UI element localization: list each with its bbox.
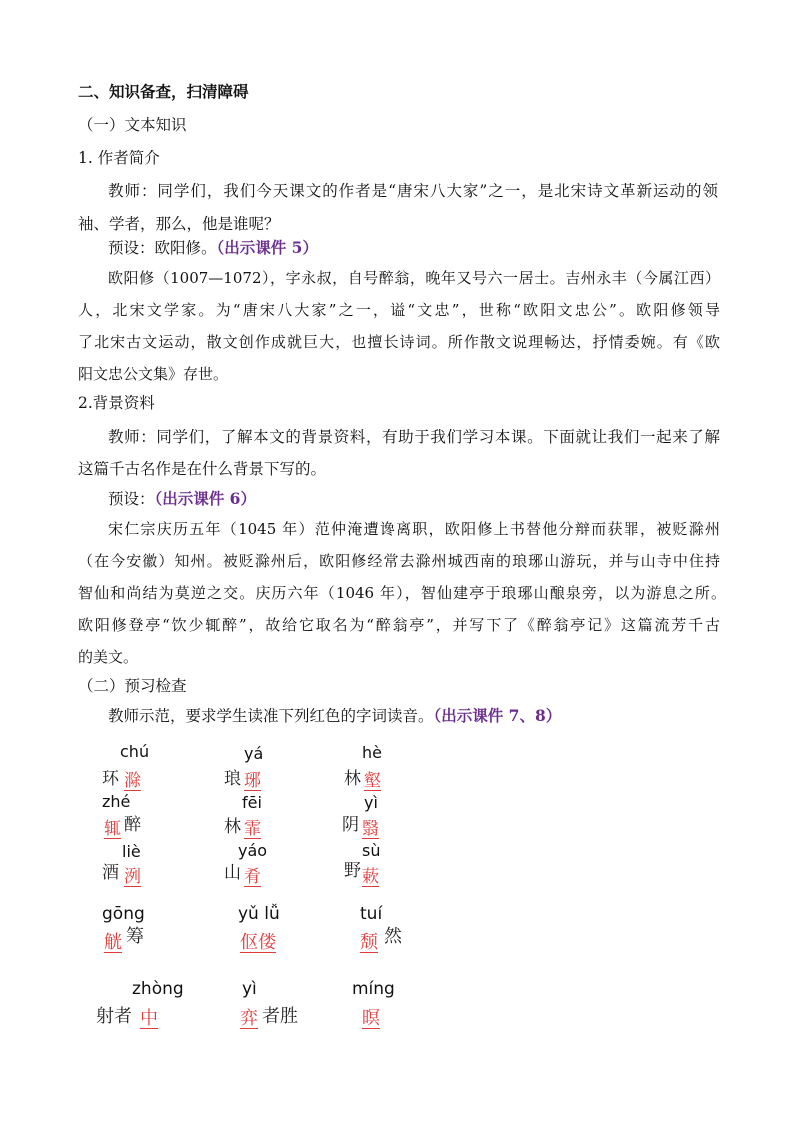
background-line-2: （在今安徽）知州。被贬滁州后，欧阳修经常去滁州城西南的琅琊山游玩，并与山寺中住持 bbox=[78, 552, 720, 570]
teacher-paragraph-2-line1: 教师：同学们，了解本文的背景资料，有助于我们学习本课。下面就让我们一起来了解 bbox=[108, 428, 720, 446]
pinyin-tui: tuí bbox=[360, 904, 383, 924]
word-pre-shezhe: 射者 bbox=[96, 1006, 132, 1027]
background-line-1: 宋仁宗庆历五年（1045 年）范仲淹遭谗离职，欧阳修上书替他分辩而获罪，被贬滁州 bbox=[108, 520, 720, 538]
red-char-lie: 洌 bbox=[124, 867, 141, 887]
red-char-yulv: 伛偻 bbox=[240, 932, 276, 953]
word-pre-ye: 野 bbox=[344, 861, 361, 881]
pinyin-yulv: yǔ lǚ bbox=[238, 904, 280, 924]
red-char-yi-2: 弈 bbox=[240, 1008, 258, 1029]
item-background: 2.背景资料 bbox=[78, 394, 155, 412]
preset-1-label: 预设：欧阳修。 bbox=[108, 239, 217, 257]
red-char-tui: 颓 bbox=[360, 932, 378, 953]
pinyin-zhong: zhòng bbox=[132, 979, 184, 999]
bio-line-1: 欧阳修（1007—1072），字永叔，自号醉翁，晚年又号六一居士。吉州永丰（今属江西） bbox=[108, 269, 720, 287]
red-char-fei: 霏 bbox=[244, 819, 261, 839]
pinyin-zhe: zhé bbox=[102, 792, 131, 811]
word-pre-shan: 山 bbox=[224, 863, 241, 883]
word-pre-jiu: 酒 bbox=[102, 863, 119, 883]
red-char-he: 壑 bbox=[364, 771, 381, 791]
preset-answer-1 bbox=[108, 238, 318, 258]
red-char-ya: 琊 bbox=[244, 771, 261, 791]
teacher-paragraph-3-text: 教师示范，要求学生读准下列红色的字词读音。 bbox=[108, 707, 434, 725]
teacher-paragraph-3 bbox=[108, 706, 561, 726]
word-post-chou: 筹 bbox=[126, 926, 144, 947]
teacher-paragraph-1-line2: 袖、学者，那么，他是谁呢？ bbox=[78, 215, 280, 233]
preset-1-citation: （出示课件 5） bbox=[216, 238, 318, 257]
word-pre-lin-2: 林 bbox=[224, 817, 241, 837]
subsection-text-knowledge: （一）文本知识 bbox=[78, 116, 187, 134]
red-char-ming: 暝 bbox=[362, 1008, 380, 1029]
red-char-su: 蔌 bbox=[362, 867, 379, 887]
word-pre-huan: 环 bbox=[102, 769, 119, 789]
pinyin-su: sù bbox=[362, 841, 381, 860]
word-post-zhesheng: 者胜 bbox=[262, 1006, 298, 1027]
preset-answer-2 bbox=[108, 489, 256, 509]
teacher-paragraph-2-line2: 这篇千古名作是在什么背景下写的。 bbox=[78, 460, 327, 478]
red-char-gong: 觥 bbox=[104, 932, 122, 953]
red-char-yao: 肴 bbox=[244, 867, 261, 887]
item-author-intro: 1. 作者简介 bbox=[78, 149, 160, 167]
pinyin-ming: míng bbox=[352, 979, 395, 999]
background-line-3: 智仙和尚结为莫逆之交。庆历六年（1046 年），智仙建亭于琅琊山酿泉旁，以为游息之所。 bbox=[78, 584, 726, 602]
subsection-preview-check: （二）预习检查 bbox=[78, 677, 187, 695]
pinyin-yi-2: yì bbox=[242, 979, 257, 999]
pinyin-he: hè bbox=[362, 743, 382, 762]
bio-line-2: 人，北宋文学家。为“唐宋八大家”之一，谥“文忠”，世称“欧阳文忠公”。欧阳修领导 bbox=[78, 301, 720, 319]
word-post-ran: 然 bbox=[384, 926, 402, 947]
background-line-4: 欧阳修登亭“饮少辄醉”，故给它取名为“醉翁亭”，并写下了《醉翁亭记》这篇流芳千古 bbox=[78, 616, 720, 634]
teacher-paragraph-3-citation: （出示课件 7、8） bbox=[433, 706, 562, 725]
pinyin-yi: yì bbox=[364, 793, 378, 812]
word-pre-yin: 阴 bbox=[342, 815, 359, 835]
word-pre-lin: 林 bbox=[344, 769, 361, 789]
word-post-zui: 醉 bbox=[124, 815, 141, 835]
word-pre-lang: 琅 bbox=[224, 769, 241, 789]
red-char-zhe: 辄 bbox=[104, 819, 121, 839]
background-line-5: 的美文。 bbox=[78, 648, 139, 666]
pinyin-chu: chú bbox=[120, 742, 150, 761]
pinyin-lie: liè bbox=[122, 842, 141, 861]
teacher-paragraph-1-line1: 教师：同学们，我们今天课文的作者是“唐宋八大家”之一，是北宋诗文革新运动的领 bbox=[108, 182, 718, 200]
preset-2-citation: （出示课件 6） bbox=[154, 489, 256, 508]
red-char-yi: 翳 bbox=[362, 819, 379, 839]
bio-line-3: 了北宋古文运动，散文创作成就巨大，也擅长诗词。所作散文说理畅达，抒情委婉。有《欧 bbox=[78, 333, 720, 351]
pinyin-gong: gōng bbox=[102, 904, 145, 924]
preset-2-label: 预设： bbox=[108, 490, 155, 508]
bio-line-4: 阳文忠公文集》存世。 bbox=[78, 365, 229, 383]
pinyin-yao: yáo bbox=[238, 841, 268, 860]
pinyin-ya: yá bbox=[244, 744, 264, 763]
pinyin-fei: fēi bbox=[242, 793, 262, 812]
red-char-zhong: 中 bbox=[140, 1008, 158, 1029]
section-title: 二、知识备查，扫清障碍 bbox=[78, 82, 249, 101]
red-char-chu: 滁 bbox=[124, 771, 141, 791]
